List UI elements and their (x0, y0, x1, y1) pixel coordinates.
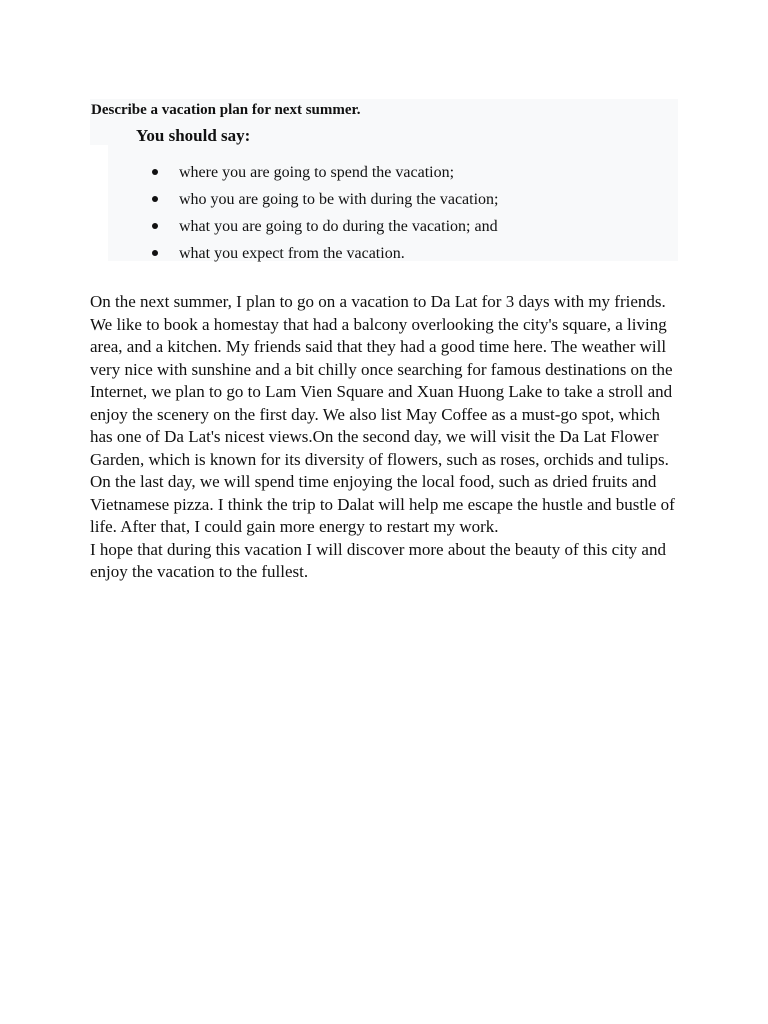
cue-card-list-item-text: where you are going to spend the vacation; (179, 164, 455, 181)
cue-card-list-item-text: what you are going to do during the vacation; and (179, 218, 498, 235)
bullet-icon (152, 223, 158, 229)
cue-card (90, 99, 678, 261)
cue-card-list (150, 159, 498, 267)
cue-card-list-item (150, 213, 498, 240)
cue-card-title: Describe a vacation plan for next summer. (91, 102, 361, 118)
answer-paragraph: On the next summer, I plan to go on a vacation to Da Lat for 3 days with my friends. We like to book a homestay that had a balcony overlooking the city's square, a living area, and a kitchen. My friends said that they had a good time here. The weather will very nice with sunshine and a bit chilly once searching for famous destinations on the Internet, we plan to go to Lam Vien Square and Xuan Huong Lake to take a stroll and enjoy the scenery on the first day. We also list May Coffee as a must-go spot, which has one of Da Lat's nicest views.On the second day, we will visit the Da Lat Flower Garden, which is known for its diversity of flowers, such as roses, orchids and tulips. On the last day, we will spend time enjoying the local food, such as dried fruits and Vietnamese pizza. I think the trip to Dalat will help me escape the hustle and bustle of life. After that, I could gain more energy to restart my work. (90, 292, 675, 536)
bullet-icon (152, 250, 158, 256)
bullet-icon (152, 196, 158, 202)
cue-card-subhead: You should say: (136, 126, 251, 145)
cue-card-list-item (150, 159, 498, 186)
cue-card-list-item (150, 186, 498, 213)
answer-body (90, 291, 686, 584)
bullet-icon (152, 169, 158, 175)
cue-card-list-item (150, 240, 498, 267)
cue-card-list-item-text: what you expect from the vacation. (179, 245, 405, 262)
cue-card-list-item-text: who you are going to be with during the vacation; (179, 191, 499, 208)
answer-paragraph: I hope that during this vacation I will discover more about the beauty of this city and enjoy the vacation to the fullest. (90, 539, 666, 581)
